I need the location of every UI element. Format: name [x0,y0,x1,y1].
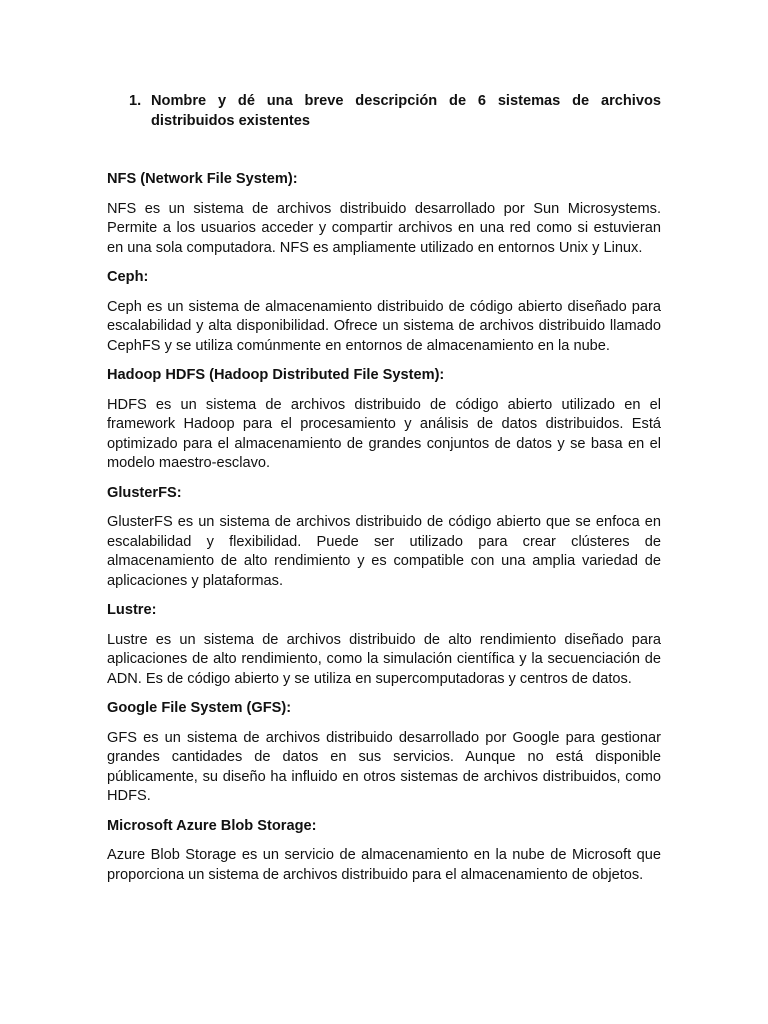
section-text: GlusterFS es un sistema de archivos distribuido de código abierto que se enfoca en escalabilidad y flexibilidad. Puede ser utilizado para crear clústeres de almacenamiento de alto rendimiento y es compatible con una amplia variedad de aplicaciones y plataformas. [107,514,661,589]
section-title: Lustre: [107,602,157,618]
section-title: Hadoop HDFS (Hadoop Distributed File System): [107,367,445,383]
section-title: GlusterFS: [107,484,182,501]
question-number: 1. [129,93,142,109]
section-title: NFS (Network File System): [107,171,298,187]
section-hdfs [107,366,661,474]
section-text: Ceph es un sistema de almacenamiento distribuido de código abierto diseñado para escalabilidad y alta disponibilidad. Ofrece un sistema de archivos distribuido llamado CephFS y se utiliza comúnmente en entornos de almacenamiento en la nube. [107,298,661,354]
section-text: GFS es un sistema de archivos distribuido desarrollado por Google para gestionar grandes cantidades de datos en sus servicios. Aunque no está disponible públicamente, su diseño ha influido en otros sistemas de archivos distribuidos, como HDFS. [107,729,661,804]
section-gfs [107,699,661,807]
question-heading [129,91,661,131]
question-text: Nombre y dé una breve descripción de 6 sistemas de archivos distribuidos existentes [151,93,661,129]
section-text: Azure Blob Storage es un servicio de almacenamiento en la nube de Microsoft que proporciona un sistema de archivos distribuido para el almacenamiento de objetos. [107,847,661,883]
section-lustre [107,601,661,689]
section-ceph [107,268,661,356]
section-text: Lustre es un sistema de archivos distribuido de alto rendimiento diseñado para aplicaciones de alto rendimiento, como la simulación científica y la secuenciación de ADN. Es de código abierto y se utiliza en supercomputadoras y centros de datos. [107,631,661,687]
section-title: Ceph: [107,269,149,285]
section-title: Google File System (GFS): [107,700,292,716]
section-text: NFS es un sistema de archivos distribuido desarrollado por Sun Microsystems. Permite a los usuarios acceder y compartir archivos en una red como si estuvieran en una sola computadora. NFS es ampliamente utilizado en entornos Unix y Linux. [107,200,661,256]
document-body [107,170,661,895]
section-text: HDFS es un sistema de archivos distribuido de código abierto utilizado en el framework Hadoop para el procesamiento y análisis de datos distribuidos. Está optimizado para el almacenamiento de grandes conjuntos de datos y se basa en el modelo maestro-esclavo. [107,396,661,471]
section-azure-blob [107,817,661,886]
section-title: Microsoft Azure Blob Storage: [107,817,317,834]
section-glusterfs [107,484,661,592]
section-nfs [107,170,661,258]
